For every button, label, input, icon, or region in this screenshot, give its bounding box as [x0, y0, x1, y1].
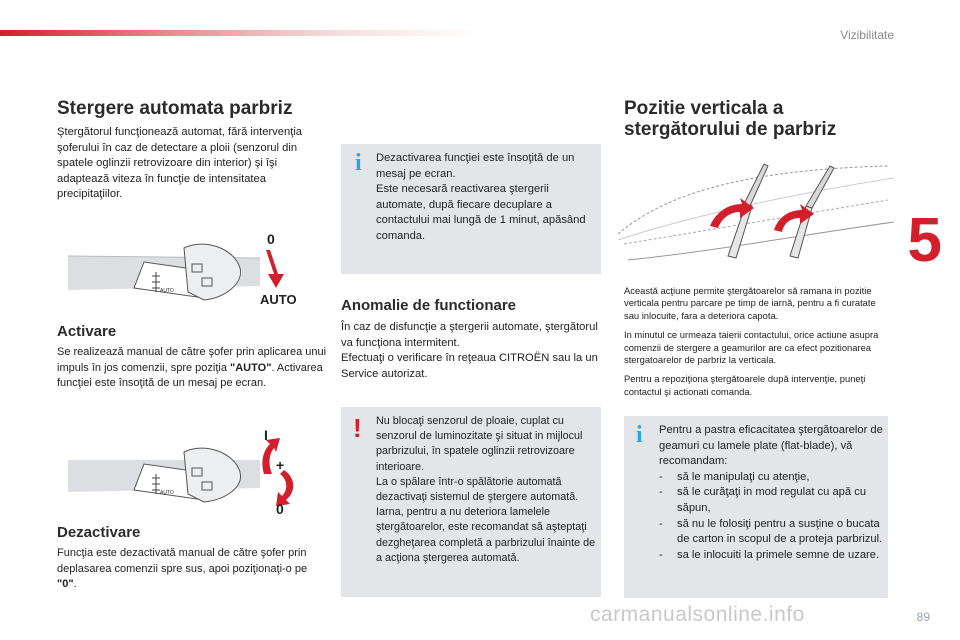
position-I-label: I — [264, 430, 268, 443]
dezactivare-text-end: . — [73, 578, 77, 591]
dezactivare-0-label: "0" — [57, 578, 74, 591]
windscreen-wipers-illustration — [618, 160, 898, 272]
intro-paragraph: Ştergătorul funcţionează automat, fără intervenţia şoferului în caz de detectare a ploii (senzorul din spatele oglinzii retrovizoare din interior) şi îşi adaptează viteza în funcţie de intensitatea precipitaţiilor. — [57, 126, 303, 201]
lever-deactivate-illustration — [64, 430, 320, 514]
vertical-paragraph-1: Această acţiune permite ştergătoarelor să ramana in pozitie verticala pentru parcare pe timp de iarnă, pentru a fi curatate sau inlocuite, fara a deteriora capota. — [624, 285, 876, 321]
header-accent-bar — [0, 30, 480, 36]
lever-auto-illustration — [64, 228, 320, 308]
section-title: Vizibilitate — [840, 28, 894, 42]
vertical-paragraph-2: In minutul ce urmeaza taierii contactului, orice actiune asupra comenzii de stergere a geamurilor are ca efect pozitionarea stergatoarelor de parbriz la verticala. — [624, 329, 879, 366]
section-heading-vertical-position: Pozitie verticala a stergătorului de parbriz — [624, 98, 837, 140]
dezactivare-text: Funcţia este dezactivată manual de către şofer prin deplasarea comenzii spre sus, apoi poziţionaţi-o pe — [57, 547, 308, 575]
info-box-flat-blade-text — [659, 423, 885, 563]
position-0-label: 0 — [267, 231, 275, 247]
activare-text-end: . Activarea funcţiei este însoţită de un mesaj pe ecran. — [57, 361, 323, 390]
info-box-deactivation — [341, 144, 601, 274]
position-auto-label: AUTO — [260, 292, 297, 307]
lever-auto-mark: AUTO — [160, 288, 174, 294]
heading-anomalie: Anomalie de functionare — [341, 297, 517, 314]
warning-box-sensor — [341, 407, 601, 597]
info-box-flat-blade — [624, 416, 888, 598]
page-number: 89 — [916, 610, 930, 624]
heading-dezactivare: Dezactivare — [57, 524, 141, 541]
info-intro: Pentru a pastra eficacitatea ştergătoarelor de geamuri cu lamele plate (flat-blade), vă recomandam: — [659, 424, 883, 468]
info-box-text: Dezactivarea funcţiei este însoţită de un mesaj pe ecran. Este necesară reactivarea ştergerii automate, după fiecare decuplare a contactului mai lungă de 1 minut, apăsând comanda. — [376, 152, 586, 242]
paragraph-activare — [57, 345, 327, 392]
lever-auto-mark-2: AUTO — [160, 490, 174, 496]
recommendation-list — [659, 470, 885, 564]
paragraph-dezactivare — [57, 546, 319, 593]
list-item: - să nu le folosiţi pentru a susţine o bucata de carton in scopul de a proteja parbrizul. — [659, 517, 885, 548]
heading-activare: Activare — [57, 323, 117, 340]
warning-box-text: Nu blocaţi senzorul de ploaie, cuplat cu senzorul de luminozitate şi situat in mijlocul parbrizului, în spatele oglinzii retrovizoare interioare. La o spălare într-o spălătorie automată dezactivaţi sistemul de ştergere automată. Iarna, pentru a nu deteriora lamelele ştergătoarelor, este recomandat să aşteptaţi dezgheţarea completă a parbrizului înainte de a acţiona ştergerea automată. — [376, 415, 596, 564]
section-heading-auto-wipe: Stergere automata parbriz — [57, 98, 293, 119]
vertical-position-text — [624, 285, 890, 405]
list-item: - să le manipulaţi cu atenţie, — [659, 470, 885, 486]
list-item: - să le curăţaţi in mod regulat cu apă cu săpun, — [659, 485, 885, 516]
position-0-label-2: 0 — [276, 501, 284, 514]
activare-text: Se realizează manual de către şofer prin aplicarea unui impuls în jos comenzii, spre poziţia — [57, 346, 327, 374]
vertical-paragraph-3: Pentru a repoziţiona ştergătoarele după intervenţie, puneţi contactul şi actionati comanda. — [624, 373, 866, 397]
chapter-number: 5 — [907, 206, 942, 275]
watermark: carmanualsonline.info — [590, 603, 805, 626]
info-icon-2: i — [636, 422, 643, 448]
info-icon: i — [355, 150, 362, 176]
warning-icon: ! — [353, 413, 362, 443]
plus-label: + — [276, 457, 285, 473]
list-item: - sa le inlocuiti la primele semne de uzare. — [659, 548, 885, 564]
paragraph-anomalie: În caz de disfuncţie a ştergerii automate, ştergătorul va funcţiona intermitent. Efectuaţi o verificare în reţeaua CITROËN sau la un Service autorizat. — [341, 321, 598, 380]
activare-auto-label: "AUTO" — [230, 361, 272, 374]
